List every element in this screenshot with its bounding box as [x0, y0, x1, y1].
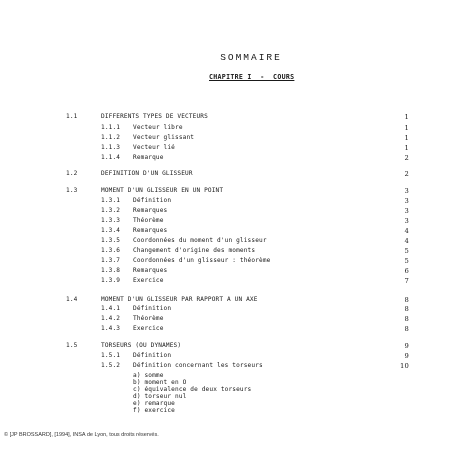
- toc-number: 1.3.8: [101, 267, 121, 274]
- toc-page-number: 3: [404, 187, 409, 195]
- toc-page-number: 8: [404, 315, 409, 323]
- toc-page-number: 4: [404, 227, 409, 235]
- toc-text: Vecteur libre: [133, 124, 183, 131]
- toc-text: Définition: [133, 197, 172, 204]
- toc-text: TORSEURS (OU DYNAMES): [101, 342, 182, 349]
- toc-page-number: 2: [404, 170, 409, 178]
- toc-number: 1.4.2: [101, 315, 121, 322]
- toc-text: Exercice: [133, 277, 164, 284]
- toc-page-number: 3: [404, 207, 409, 215]
- toc-text: Coordonnées d'un glisseur : théorème: [133, 257, 271, 264]
- toc-page-number: 3: [404, 197, 409, 205]
- toc-page-number: 4: [404, 237, 409, 245]
- toc-page-number: 8: [404, 325, 409, 333]
- toc-number: 1.3.6: [101, 247, 121, 254]
- toc-text: Définition: [133, 305, 172, 312]
- chapter-heading: CHAPITRE I - COURS: [209, 73, 295, 81]
- toc-text: Théorème: [133, 315, 164, 322]
- toc-number: 1.1.3: [101, 144, 121, 151]
- toc-number: 1.1.4: [101, 154, 121, 161]
- toc-text: Vecteur glissant: [133, 134, 195, 141]
- toc-page-number: 5: [404, 247, 409, 255]
- toc-number: 1.3.9: [101, 277, 121, 284]
- toc-number: 1.3.4: [101, 227, 121, 234]
- toc-text: Définition: [133, 352, 172, 359]
- toc-text: Exercice: [133, 325, 164, 332]
- copyright-footer: © [JP BROSSARD], [1994], INSA de Lyon, tous droits réservés.: [4, 432, 159, 438]
- toc-text: f) exercice: [133, 407, 176, 414]
- toc-text: c) équivalence de deux torseurs: [133, 386, 252, 393]
- toc-number: 1.5: [66, 342, 78, 349]
- toc-text: Définition concernant les torseurs: [133, 362, 263, 369]
- toc-text: Vecteur lié: [133, 144, 176, 151]
- toc-page-number: 8: [404, 305, 409, 313]
- page-title: SOMMAIRE: [220, 52, 282, 63]
- toc-page-number: 8: [404, 296, 409, 304]
- toc-number: 1.3.7: [101, 257, 121, 264]
- toc-text: MOMENT D'UN GLISSEUR EN UN POINT: [101, 187, 224, 194]
- toc-number: 1.3: [66, 187, 78, 194]
- toc-page-number: 5: [404, 257, 409, 265]
- toc-page-number: 1: [404, 124, 409, 132]
- toc-text: d) torseur nul: [133, 393, 187, 400]
- toc-page-number: 9: [404, 342, 409, 350]
- toc-number: 1.3.5: [101, 237, 121, 244]
- toc-page-number: 2: [404, 154, 409, 162]
- toc-number: 1.3.2: [101, 207, 121, 214]
- toc-number: 1.3.1: [101, 197, 121, 204]
- toc-page-number: 1: [404, 113, 409, 121]
- toc-text: a) somme: [133, 372, 164, 379]
- toc-page-number: 3: [404, 217, 409, 225]
- toc-number: 1.5.1: [101, 352, 121, 359]
- toc-text: Changement d'origine des moments: [133, 247, 256, 254]
- toc-text: Remarque: [133, 154, 164, 161]
- toc-number: 1.4.3: [101, 325, 121, 332]
- toc-page-number: 9: [404, 352, 409, 360]
- toc-text: Remarques: [133, 207, 168, 214]
- toc-number: 1.3.3: [101, 217, 121, 224]
- toc-text: e) remarque: [133, 400, 176, 407]
- toc-text: Remarques: [133, 227, 168, 234]
- toc-number: 1.1: [66, 113, 78, 120]
- toc-text: DIFFERENTS TYPES DE VECTEURS: [101, 113, 208, 120]
- toc-page-number: 10: [400, 362, 409, 370]
- toc-text: Coordonnées du moment d'un glisseur: [133, 237, 267, 244]
- toc-page-number: 1: [404, 144, 409, 152]
- toc-number: 1.1.1: [101, 124, 121, 131]
- toc-page-number: 6: [404, 267, 409, 275]
- toc-text: Théorème: [133, 217, 164, 224]
- toc-page-number: 1: [404, 134, 409, 142]
- toc-text: MOMENT D'UN GLISSEUR PAR RAPPORT A UN AXE: [101, 296, 258, 303]
- toc-number: 1.5.2: [101, 362, 121, 369]
- toc-number: 1.4.1: [101, 305, 121, 312]
- toc-number: 1.2: [66, 170, 78, 177]
- toc-number: 1.4: [66, 296, 78, 303]
- toc-text: b) moment en O: [133, 379, 187, 386]
- toc-number: 1.1.2: [101, 134, 121, 141]
- toc-page-number: 7: [404, 277, 409, 285]
- toc-text: Remarques: [133, 267, 168, 274]
- toc-text: DEFINITION D'UN GLISSEUR: [101, 170, 193, 177]
